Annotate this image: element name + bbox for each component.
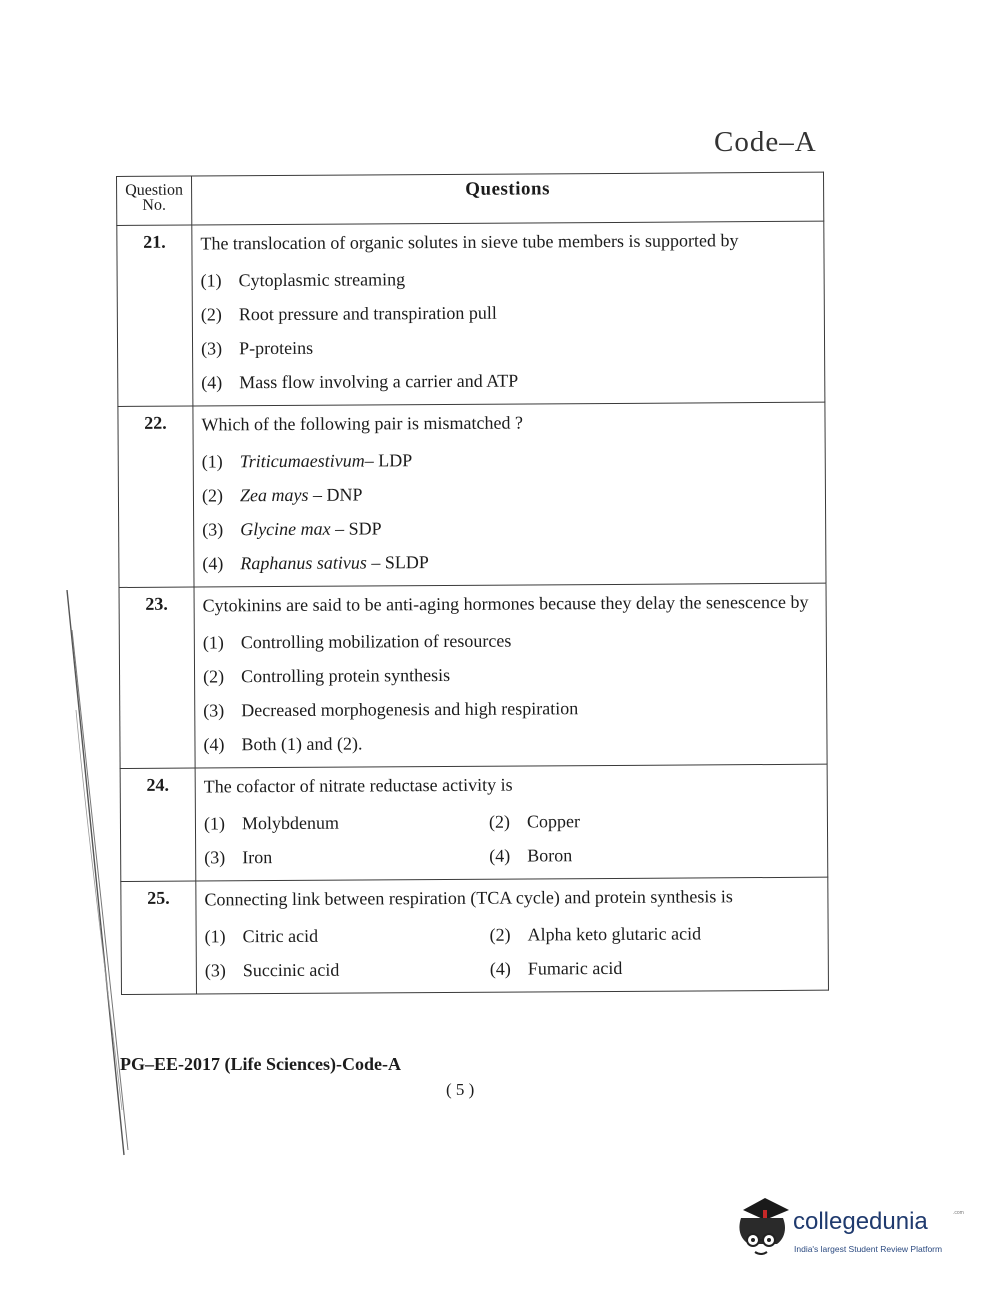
option-text: Decreased morphogenesis and high respiration (241, 698, 579, 721)
question-row (117, 221, 825, 406)
option-text: Molybdenum (241, 812, 340, 834)
question-body (196, 877, 829, 994)
option (205, 918, 490, 954)
question-number-header: Question No. (117, 176, 192, 225)
question-row (120, 764, 828, 881)
option (202, 475, 819, 513)
question-row (119, 583, 827, 768)
photoperiod-label: – SLDP (366, 552, 429, 573)
species-name: Triticumaestivum (239, 450, 365, 472)
photoperiod-label: – DNP (308, 484, 363, 505)
logo-wordmark: collegedunia (793, 1208, 928, 1235)
question-sheet (116, 172, 833, 1056)
scan-edge-lines (62, 590, 132, 1160)
options-row (204, 803, 821, 841)
option-number: (4) (489, 958, 511, 979)
question-stem: Which of the following pair is mismatched ? (201, 412, 523, 435)
option (202, 543, 819, 581)
option-text: Both (1) and (2). (241, 733, 363, 755)
options-row (204, 837, 821, 875)
species-name: Zea mays (239, 484, 309, 506)
option-number: (4) (203, 734, 225, 755)
species-name: Glycine max (240, 518, 331, 540)
option (205, 952, 490, 988)
option-text: Succinic acid (242, 959, 340, 981)
option (201, 362, 818, 400)
option-number: (1) (203, 813, 226, 834)
option (489, 838, 572, 873)
option (490, 951, 623, 986)
option-number: (3) (204, 847, 226, 868)
options-row (205, 950, 822, 988)
option-text: Boron (527, 845, 573, 866)
question-stem: Connecting link between respiration (TCA cycle) and protein synthesis is (204, 886, 733, 910)
option (489, 804, 580, 839)
option-number: (1) (202, 632, 224, 653)
option-text: Controlling mobilization of resources (240, 630, 512, 653)
question-row (121, 877, 829, 994)
question-body (192, 221, 825, 406)
option-text: Root pressure and transpiration pull (238, 302, 497, 325)
question-stem: Cytokinins are said to be anti-aging hormones because they delay the senescence by (202, 591, 809, 616)
option-number: (4) (201, 372, 223, 393)
option (203, 622, 820, 660)
option-text: P-proteins (238, 337, 314, 359)
option-text: Cytoplasmic streaming (238, 269, 406, 291)
option-text: Iron (242, 847, 273, 868)
options-row (205, 916, 822, 954)
question-number: 23. (119, 587, 195, 768)
option-text: Fumaric acid (527, 957, 623, 979)
question-number: 24. (120, 768, 196, 881)
photoperiod-label: – SDP (330, 518, 382, 539)
species-name: Raphanus sativus (240, 552, 367, 574)
photoperiod-label: – LDP (364, 450, 413, 471)
option (203, 724, 820, 762)
question-number: 25. (121, 881, 197, 994)
option-number: (3) (204, 960, 226, 981)
question-stem: The cofactor of nitrate reductase activity is (203, 774, 513, 797)
table-header-row (117, 172, 824, 225)
option (202, 509, 819, 547)
student-mascot-icon (735, 1196, 793, 1262)
option-number: (3) (200, 338, 223, 359)
option (202, 441, 819, 479)
option-text: Mass flow involving a carrier and ATP (239, 370, 519, 393)
option-number: (3) (203, 700, 225, 721)
option-number: (1) (204, 926, 226, 947)
option-number: (2) (200, 304, 222, 325)
question-row (118, 402, 826, 587)
logo-tld: .com (953, 1210, 964, 1216)
option-number: (2) (201, 485, 224, 506)
option-number: (4) (202, 553, 224, 574)
option (201, 328, 818, 366)
page-number: ( 5 ) (446, 1080, 475, 1099)
logo-tagline: India's largest Student Review Platform (794, 1244, 943, 1254)
option-number: (2) (488, 811, 511, 832)
option-number: (1) (201, 451, 223, 472)
option (204, 839, 489, 875)
option-text: Copper (526, 811, 581, 832)
questions-table (116, 172, 829, 995)
option (201, 294, 818, 332)
option (203, 656, 820, 694)
question-body (195, 764, 828, 881)
option (204, 805, 489, 841)
option-number: (2) (489, 924, 511, 945)
question-number: 21. (117, 225, 193, 406)
questions-header: Questions (192, 172, 824, 225)
option-text: Citric acid (242, 925, 319, 947)
option-number: (2) (202, 666, 225, 687)
option (201, 260, 818, 298)
option-number: (1) (200, 270, 222, 291)
question-number: 22. (118, 406, 194, 587)
option (203, 690, 820, 728)
option-number: (4) (489, 845, 511, 866)
question-body (194, 583, 827, 768)
question-body (193, 402, 826, 587)
option-number: (3) (202, 519, 224, 540)
option (490, 916, 702, 951)
paper-code-label: Code–A (714, 126, 817, 158)
option-text: Alpha keto glutaric acid (527, 923, 702, 945)
exam-footer: PG–EE-2017 (Life Sciences)-Code-A (120, 1054, 401, 1074)
option-text: Controlling protein synthesis (240, 664, 451, 687)
question-stem: The translocation of organic solutes in sieve tube members is supported by (200, 230, 739, 254)
